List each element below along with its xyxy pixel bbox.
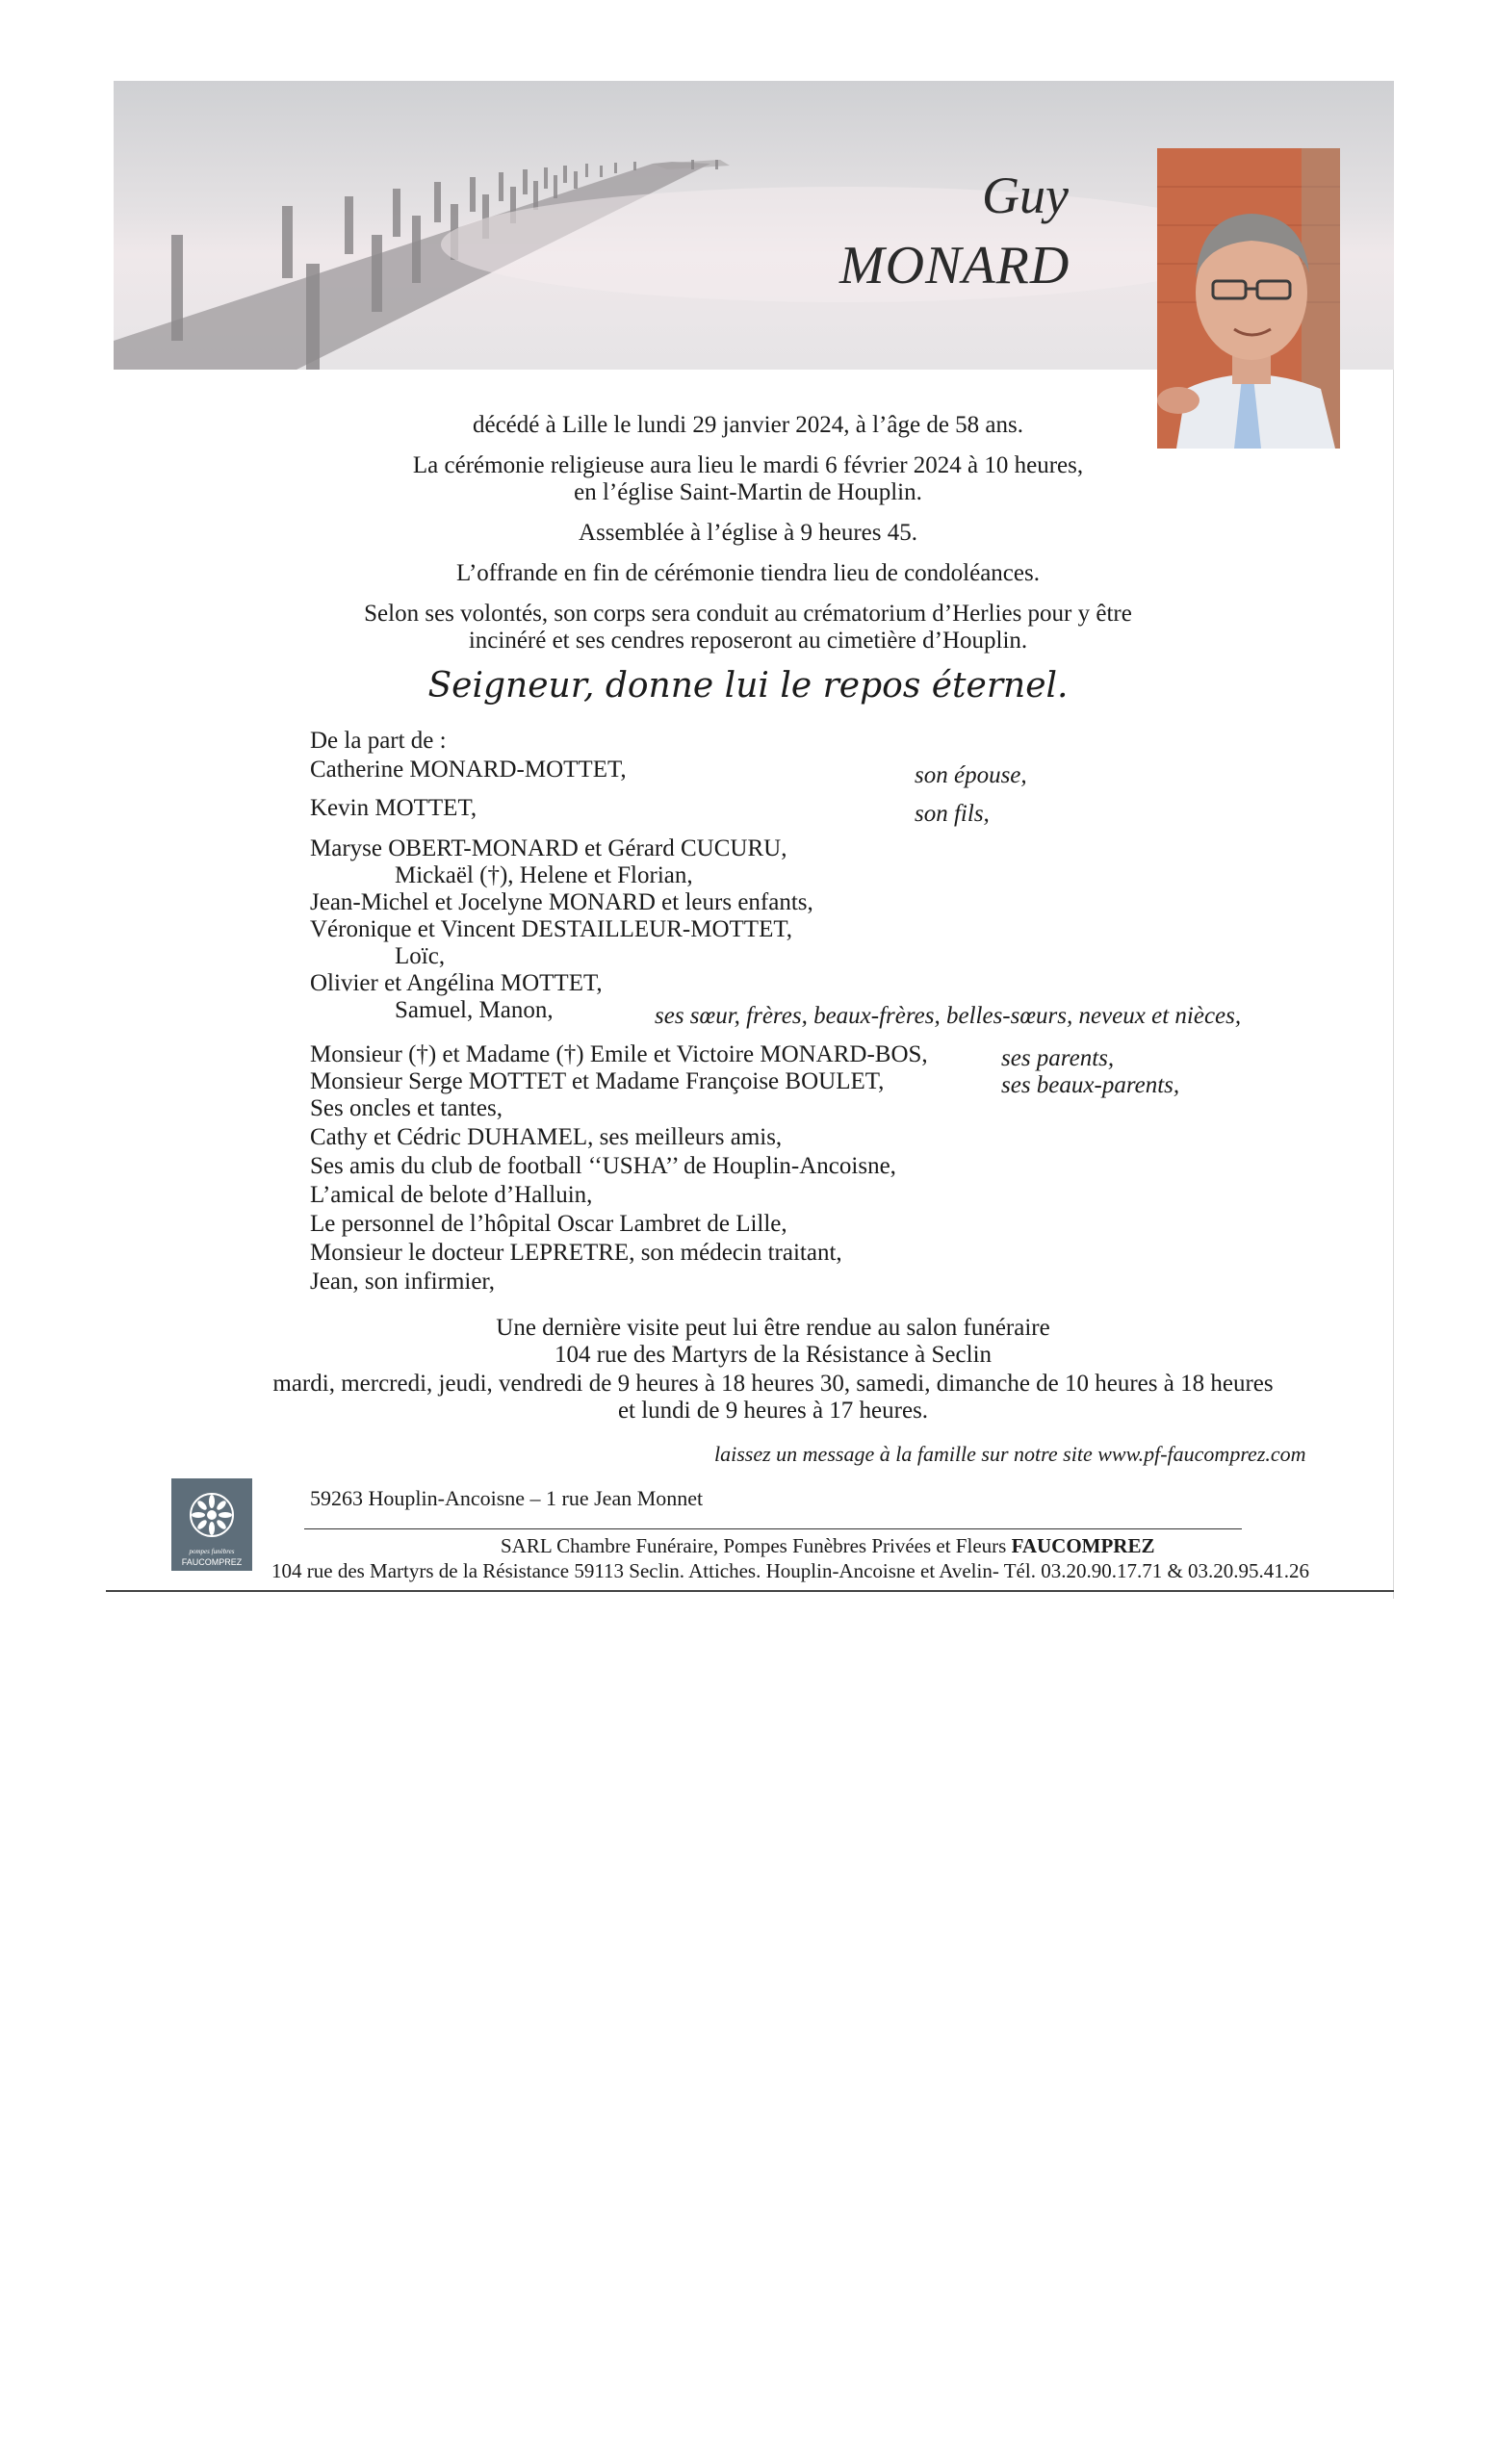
announcement-line-2: La cérémonie religieuse aura lieu le mardi 6 février 2024 à 10 heures, [412,452,1084,478]
faucomprez-logo [171,1478,252,1571]
family-spouse: Catherine MONARD-MOTTET, [310,757,627,783]
website-note: laissez un message à la famille sur notre site www.pf-faucomprez.com [714,1442,1306,1466]
family-sibling-5: Loïc, [395,943,446,969]
address-line: 59263 Houplin-Ancoisne – 1 rue Jean Monnet [310,1486,704,1510]
family-parents: Monsieur (†) et Madame (†) Emile et Victoire MONARD-BOS, [310,1041,928,1067]
family-sibling-6: Olivier et Angélina MOTTET, [310,970,603,996]
visit-line-1: Une dernière visite peut lui être rendue au salon funéraire [496,1315,1050,1341]
family-in-laws-relation: ses beaux-parents, [1001,1072,1180,1098]
footer-company-name: FAUCOMPREZ [1011,1534,1155,1557]
family-siblings-relation: ses sœur, frères, beaux-frères, belles-sœurs, neveux et nièces, [655,1003,1242,1029]
family-son-relation: son fils, [915,801,990,827]
blessing-text: Seigneur, donne lui le repos éternel. [427,666,1069,706]
family-other-5: Le personnel de l’hôpital Oscar Lambret de Lille, [310,1211,787,1237]
deceased-first-name: Guy [982,167,1069,224]
announcement-line-3: en l’église Saint-Martin de Houplin. [574,479,922,505]
family-other-3: Ses amis du club de football ‘‘USHA’’ de Houplin-Ancoisne, [310,1153,896,1179]
footer-company-prefix: SARL Chambre Funéraire, Pompes Funèbres Privées et Fleurs [501,1534,1012,1557]
announcement-line-1: décédé à Lille le lundi 29 janvier 2024, à l’âge de 58 ans. [472,412,1023,438]
family-sibling-7: Samuel, Manon, [395,997,554,1023]
family-sibling-3: Jean-Michel et Jocelyne MONARD et leurs enfants, [310,889,813,915]
announcement-line-4: Assemblée à l’église à 9 heures 45. [579,520,917,546]
family-other-1: Ses oncles et tantes, [310,1095,503,1121]
family-intro: De la part de : [310,728,447,754]
visit-line-2: 104 rue des Martyrs de la Résistance à Seclin [554,1342,993,1368]
announcement-line-7: incinéré et ses cendres reposeront au cimetière d’Houplin. [468,628,1028,654]
family-sibling-4: Véronique et Vincent DESTAILLEUR-MOTTET, [310,916,793,942]
visit-line-3: mardi, mercredi, jeudi, vendredi de 9 heures à 18 heures 30, samedi, dimanche de 10 heures à 18 heures [272,1371,1274,1397]
family-in-laws: Monsieur Serge MOTTET et Madame Françoise BOULET, [310,1068,885,1094]
family-other-7: Jean, son infirmier, [310,1269,496,1295]
portrait-photo [1157,148,1340,449]
family-other-4: L’amical de belote d’Halluin, [310,1182,593,1208]
visit-line-4: et lundi de 9 heures à 17 heures. [617,1398,929,1424]
sheet-bottom-edge [106,1590,1394,1592]
family-parents-relation: ses parents, [1001,1045,1115,1071]
logo-line-2: FAUCOMPREZ [181,1557,243,1567]
deceased-last-name: MONARD [839,236,1070,295]
footer-divider [304,1528,1242,1529]
footer-contact: 104 rue des Martyrs de la Résistance 59113 Seclin. Attiches. Houplin-Ancoisne et Avelin- Tél. 03.20.90.17.71 & 03.20.95.41.26 [271,1559,1310,1582]
family-other-6: Monsieur le docteur LEPRETRE, son médecin traitant, [310,1240,842,1266]
announcement-line-5: L’offrande en fin de cérémonie tiendra lieu de condoléances. [456,560,1040,586]
family-spouse-relation: son épouse, [915,762,1027,788]
family-other-2: Cathy et Cédric DUHAMEL, ses meilleurs amis, [310,1124,783,1150]
family-sibling-2: Mickaël (†), Helene et Florian, [395,862,693,888]
announcement-line-6: Selon ses volontés, son corps sera conduit au crématorium d’Herlies pour y être [364,601,1132,627]
family-son: Kevin MOTTET, [310,795,477,821]
family-sibling-1: Maryse OBERT-MONARD et Gérard CUCURU, [310,835,787,861]
logo-line-1: pompes funèbres [189,1548,235,1555]
footer-company [501,1534,1155,1558]
